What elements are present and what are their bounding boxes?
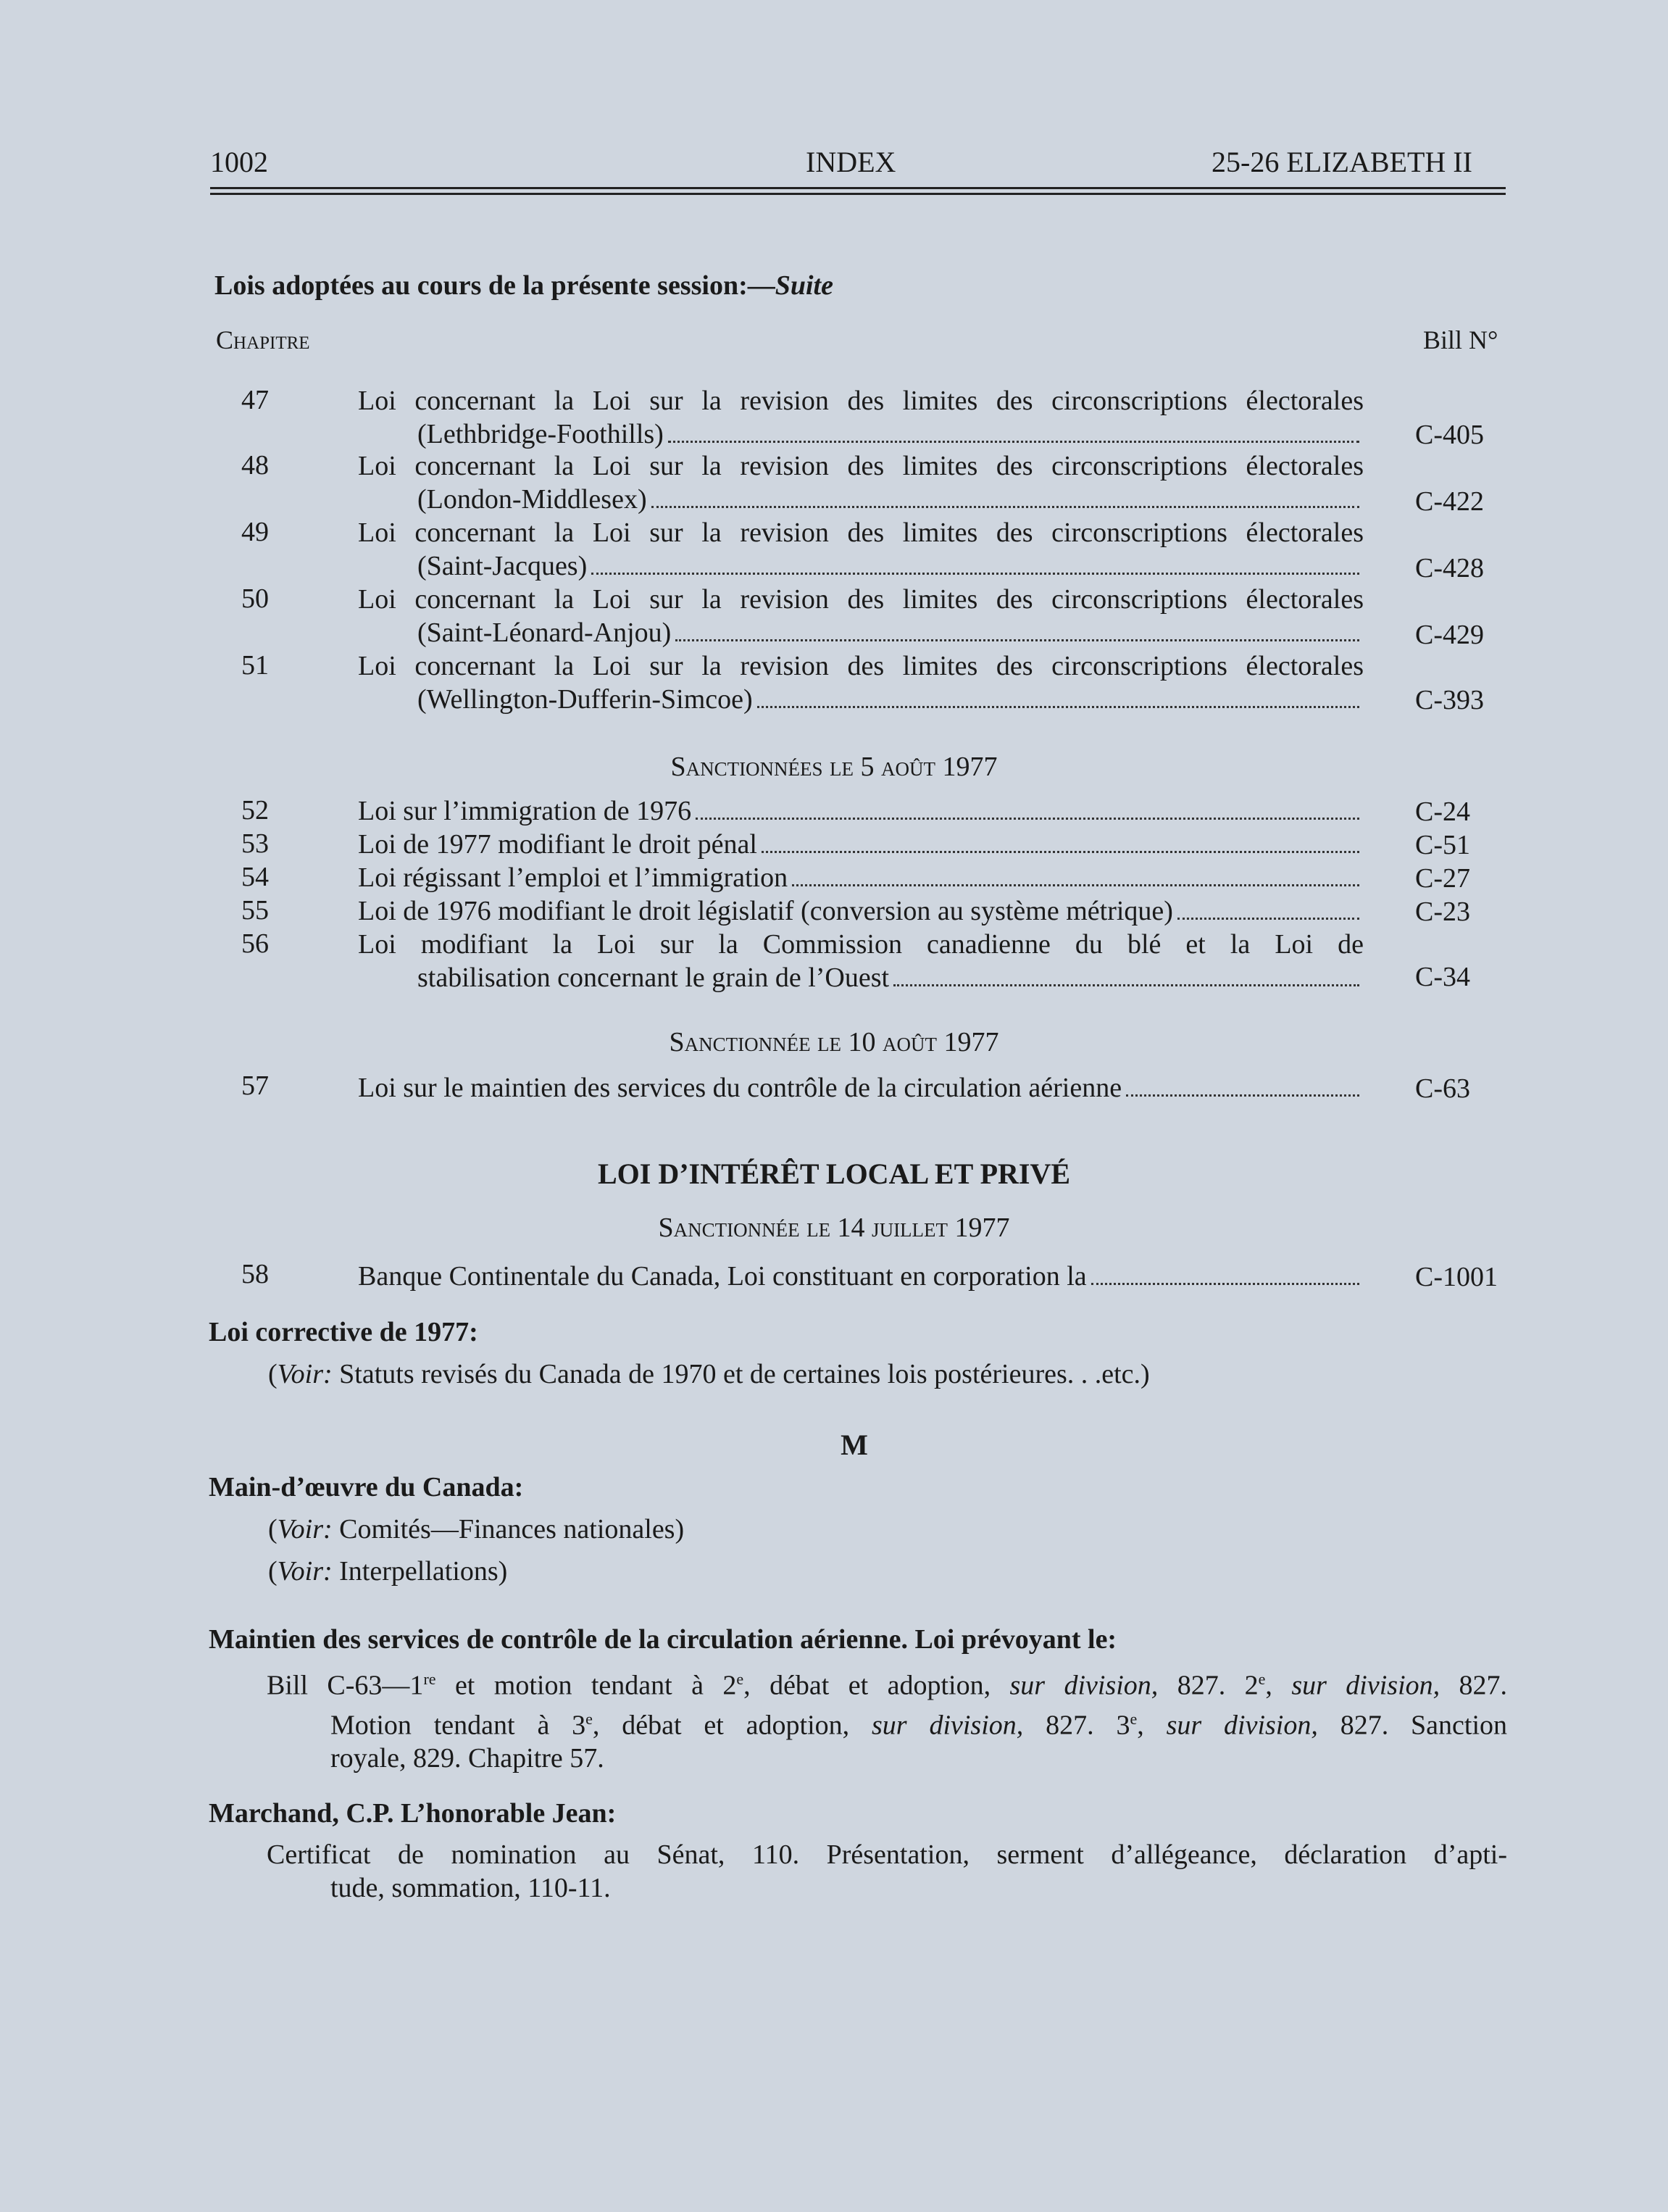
marchand-body: Certificat de nomination au Sénat, 110. Présentation, serment d’allégeance, déclaration d’apti- tude, sommation, 110-11.: [267, 1839, 1507, 1903]
chapter-number: 53: [241, 828, 269, 859]
bill-number: C-429: [1415, 620, 1484, 650]
column-chapitre: Chapitre: [216, 325, 310, 354]
subheading-10-aout: Sanctionnée le 10 août 1977: [669, 1027, 999, 1057]
bill-number: C-27: [1415, 863, 1470, 894]
entry-text: Loi concernant la Loi sur la revision des limites des circonscriptions électorales (Lethbridge-Foothills): [358, 386, 1364, 449]
entry-text: Loi régissant l’emploi et l’immigration: [358, 861, 1364, 894]
entry-text: Loi sur l’immigration de 1976: [358, 794, 1364, 828]
bill-number: C-23: [1415, 897, 1470, 927]
chapter-number: 52: [241, 795, 269, 826]
bill-number: C-24: [1415, 797, 1470, 827]
chapter-number: 50: [241, 583, 269, 614]
chapter-number: 55: [241, 895, 269, 926]
chapter-number: 47: [241, 385, 269, 415]
chapter-number: 58: [241, 1259, 269, 1289]
bill-number: C-34: [1415, 962, 1470, 992]
bill-number: C-51: [1415, 830, 1470, 860]
maintien-heading: Maintien des services de contrôle de la circulation aérienne. Loi prévoyant le:: [209, 1624, 1117, 1655]
bill-number: C-393: [1415, 685, 1484, 715]
chapter-number: 56: [241, 928, 269, 959]
entry-text: Loi de 1976 modifiant le droit législatif (conversion au système métrique): [358, 894, 1364, 928]
section-letter: M: [841, 1429, 868, 1461]
bill-number: C-63: [1415, 1073, 1470, 1104]
maintien-body: Bill C-63—1re et motion tendant à 2e, débat et adoption, sur division, 827. 2e, sur division, 827. Motion tendant à 3e, débat et adoption, sur division, 827. 3e, sur division, 827. Sanction royale, 829. Chapitre 57.: [267, 1670, 1508, 1774]
bill-number: C-1001: [1415, 1262, 1498, 1292]
local-heading: LOI D’INTÉRÊT LOCAL ET PRIVÉ: [597, 1157, 1071, 1190]
subheading-5-aout: Sanctionnées le 5 août 1977: [670, 752, 998, 782]
entry-text: Loi modifiant la Loi sur la Commission canadienne du blé et la Loi de stabilisation concernant le grain de l’Ouest: [358, 929, 1364, 993]
marchand-heading: Marchand, C.P. L’honorable Jean:: [209, 1798, 617, 1829]
corrective-reference: (Voir: Statuts revisés du Canada de 1970 et de certaines lois postérieures. . .etc.): [268, 1359, 1150, 1389]
main-oeuvre-ref-1: (Voir: Comités—Finances nationales): [268, 1514, 685, 1544]
running-head: 25-26 ELIZABETH II: [1212, 146, 1472, 178]
entry-text: Loi de 1977 modifiant le droit pénal: [358, 828, 1364, 861]
chapter-number: 49: [241, 517, 269, 547]
subheading-14-juillet: Sanctionnée le 14 juillet 1977: [658, 1213, 1010, 1243]
entry-text: Loi concernant la Loi sur la revision des limites des circonscriptions électorales (Wellington-Dufferin-Simcoe): [358, 651, 1364, 715]
entry-text: Loi concernant la Loi sur la revision des limites des circonscriptions électorales (Saint-Léonard-Anjou): [358, 584, 1364, 648]
section-heading: Lois adoptées au cours de la présente session:—Suite: [214, 270, 833, 301]
entry-text: Loi concernant la Loi sur la revision des limites des circonscriptions électorales (London-Middlesex): [358, 451, 1364, 515]
page-number: 1002: [210, 146, 268, 178]
main-oeuvre-ref-2: (Voir: Interpellations): [268, 1556, 508, 1587]
entry-text: Banque Continentale du Canada, Loi constituant en corporation la: [358, 1260, 1364, 1293]
chapter-number: 48: [241, 450, 269, 481]
column-bill: Bill N°: [1423, 325, 1498, 354]
entry-text: Loi concernant la Loi sur la revision des limites des circonscriptions électorales (Saint-Jacques): [358, 517, 1364, 581]
bill-number: C-422: [1415, 486, 1484, 517]
header-rule-top: [210, 187, 1506, 189]
chapter-number: 57: [241, 1070, 269, 1101]
bill-number: C-405: [1415, 420, 1484, 450]
chapter-number: 51: [241, 650, 269, 681]
corrective-heading: Loi corrective de 1977:: [209, 1317, 478, 1347]
bill-number: C-428: [1415, 553, 1484, 583]
chapter-number: 54: [241, 862, 269, 892]
header-rule-bottom: [210, 193, 1506, 195]
entry-text: Loi sur le maintien des services du contrôle de la circulation aérienne: [358, 1071, 1364, 1105]
header-title: INDEX: [806, 146, 896, 178]
main-oeuvre-heading: Main-d’œuvre du Canada:: [209, 1472, 524, 1502]
